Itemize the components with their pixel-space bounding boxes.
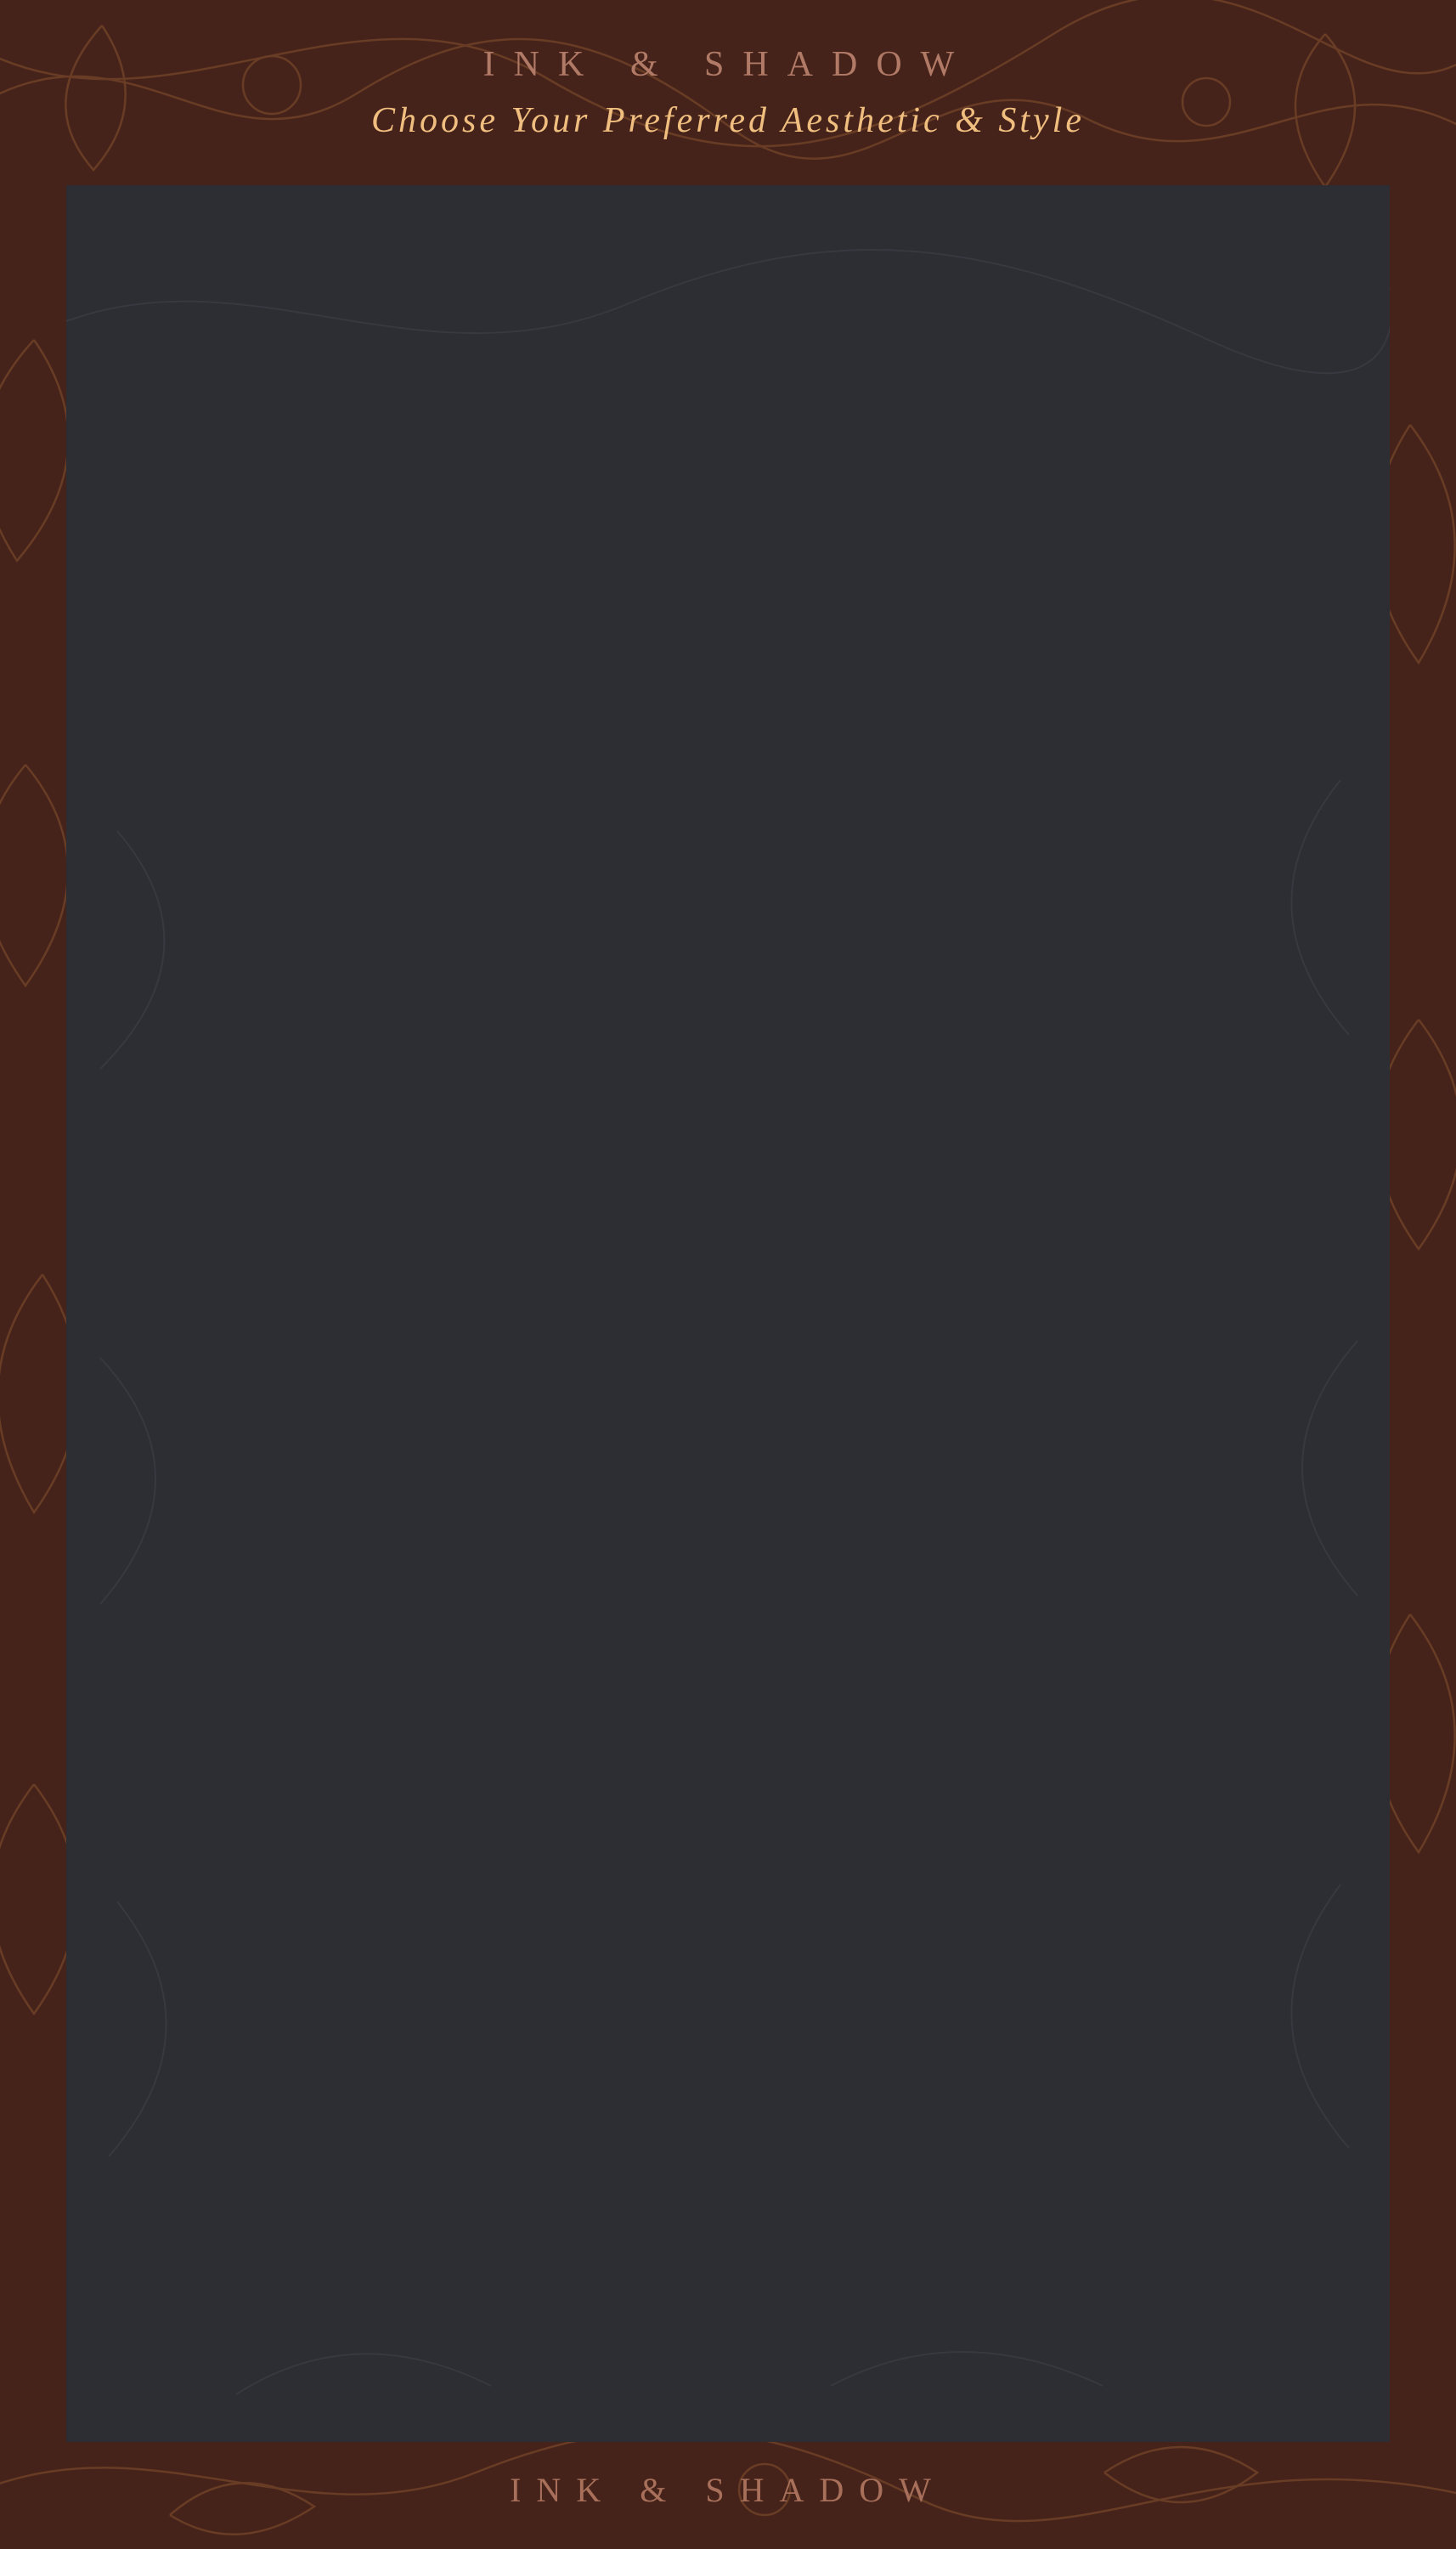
floral-pattern-inner-icon — [66, 185, 1390, 2442]
tagline: Choose Your Preferred Aesthetic & Style — [371, 101, 1085, 140]
brand-logo-top: INK & SHADOW — [483, 45, 973, 84]
brand-logo-bottom: INK & SHADOW — [510, 2471, 946, 2509]
content-sheet — [66, 185, 1390, 2442]
